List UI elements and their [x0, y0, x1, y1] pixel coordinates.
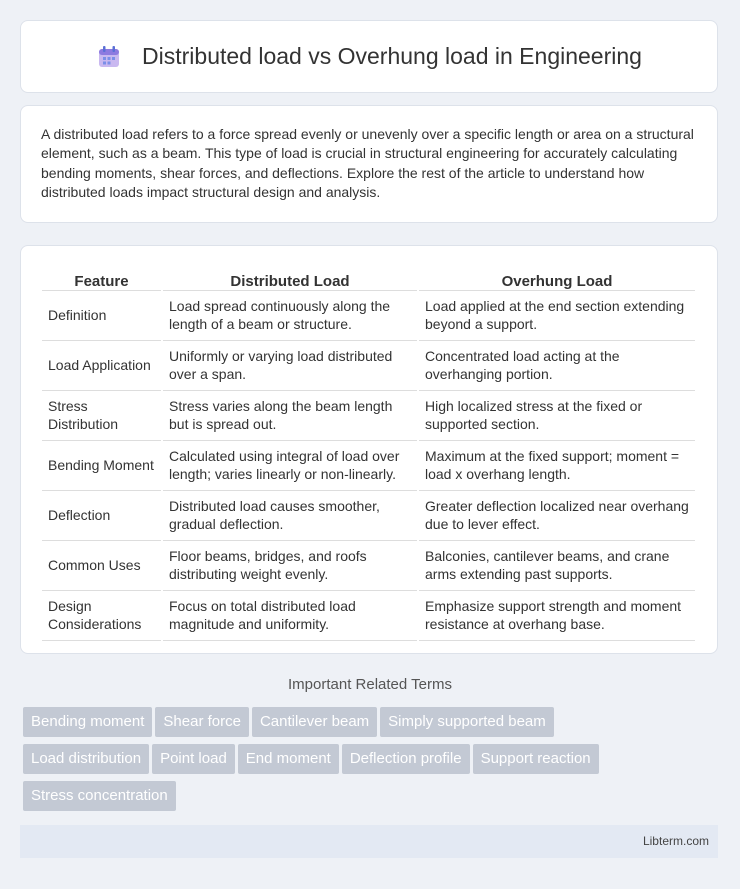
overhung-cell: Greater deflection localized near overhang due to lever effect.: [419, 491, 695, 541]
page-title: Distributed load vs Overhung load in Engineering: [142, 43, 642, 69]
header-feature: Feature: [42, 265, 161, 291]
feature-cell: Stress Distribution: [42, 391, 161, 441]
table-header-row: [42, 265, 695, 291]
overhung-cell: Load applied at the end section extending beyond a support.: [419, 291, 695, 341]
table-row: [42, 391, 695, 441]
overhung-cell: High localized stress at the fixed or supported section.: [419, 391, 695, 441]
feature-cell: Deflection: [42, 491, 161, 541]
feature-cell: Design Considerations: [42, 591, 161, 641]
overhung-cell: Emphasize support strength and moment resistance at overhang base.: [419, 591, 695, 641]
distributed-cell: Stress varies along the beam length but is spread out.: [163, 391, 417, 441]
feature-cell: Definition: [42, 291, 161, 341]
tag-simply-supported-beam[interactable]: Simply supported beam: [380, 707, 554, 737]
distributed-cell: Calculated using integral of load over length; varies linearly or non-linearly.: [163, 441, 417, 491]
intro-text: A distributed load refers to a force spread evenly or unevenly over a specific length or area on a structural element, such as a beam. This type of load is crucial in structural engineering for accurately calculating bending moments, shear forces, and deflections. Explore the rest of the article to understand how distributed loads impact structural design and analysis.: [41, 126, 694, 200]
table-row: [42, 591, 695, 641]
distributed-cell: Load spread continuously along the length of a beam or structure.: [163, 291, 417, 341]
table-row: [42, 341, 695, 391]
tag-bending-moment[interactable]: Bending moment: [23, 707, 152, 737]
tag-end-moment[interactable]: End moment: [238, 744, 339, 774]
tag-deflection-profile[interactable]: Deflection profile: [342, 744, 470, 774]
feature-cell: Bending Moment: [42, 441, 161, 491]
overhung-cell: Balconies, cantilever beams, and crane arms extending past supports.: [419, 541, 695, 591]
tag-support-reaction[interactable]: Support reaction: [473, 744, 599, 774]
comparison-table: [40, 265, 697, 641]
distributed-cell: Focus on total distributed load magnitude and uniformity.: [163, 591, 417, 641]
footer-site-link[interactable]: Libterm.com: [642, 834, 709, 848]
feature-cell: Common Uses: [42, 541, 161, 591]
intro-card: [20, 105, 718, 223]
comparison-card: [20, 245, 718, 654]
table-row: [42, 541, 695, 591]
distributed-cell: Distributed load causes smoother, gradual deflection.: [163, 491, 417, 541]
table-row: [42, 491, 695, 541]
tag-cantilever-beam[interactable]: Cantilever beam: [252, 707, 377, 737]
distributed-cell: Uniformly or varying load distributed over a span.: [163, 341, 417, 391]
tag-point-load[interactable]: Point load: [152, 744, 235, 774]
overhung-cell: Concentrated load acting at the overhanging portion.: [419, 341, 695, 391]
tag-shear-force[interactable]: Shear force: [155, 707, 249, 737]
tag-stress-concentration[interactable]: Stress concentration: [23, 781, 176, 811]
table-row: [42, 291, 695, 341]
header-distributed: Distributed Load: [163, 265, 417, 291]
title-card: [20, 20, 718, 93]
header-overhung: Overhung Load: [419, 265, 695, 291]
calendar-icon: [96, 44, 122, 70]
tag-load-distribution[interactable]: Load distribution: [23, 744, 149, 774]
distributed-cell: Floor beams, bridges, and roofs distributing weight evenly.: [163, 541, 417, 591]
overhung-cell: Maximum at the fixed support; moment = load x overhang length.: [419, 441, 695, 491]
related-terms-list: [23, 707, 723, 818]
footer: [20, 825, 718, 858]
table-row: [42, 441, 695, 491]
feature-cell: Load Application: [42, 341, 161, 391]
related-terms-title: Important Related Terms: [288, 676, 452, 693]
